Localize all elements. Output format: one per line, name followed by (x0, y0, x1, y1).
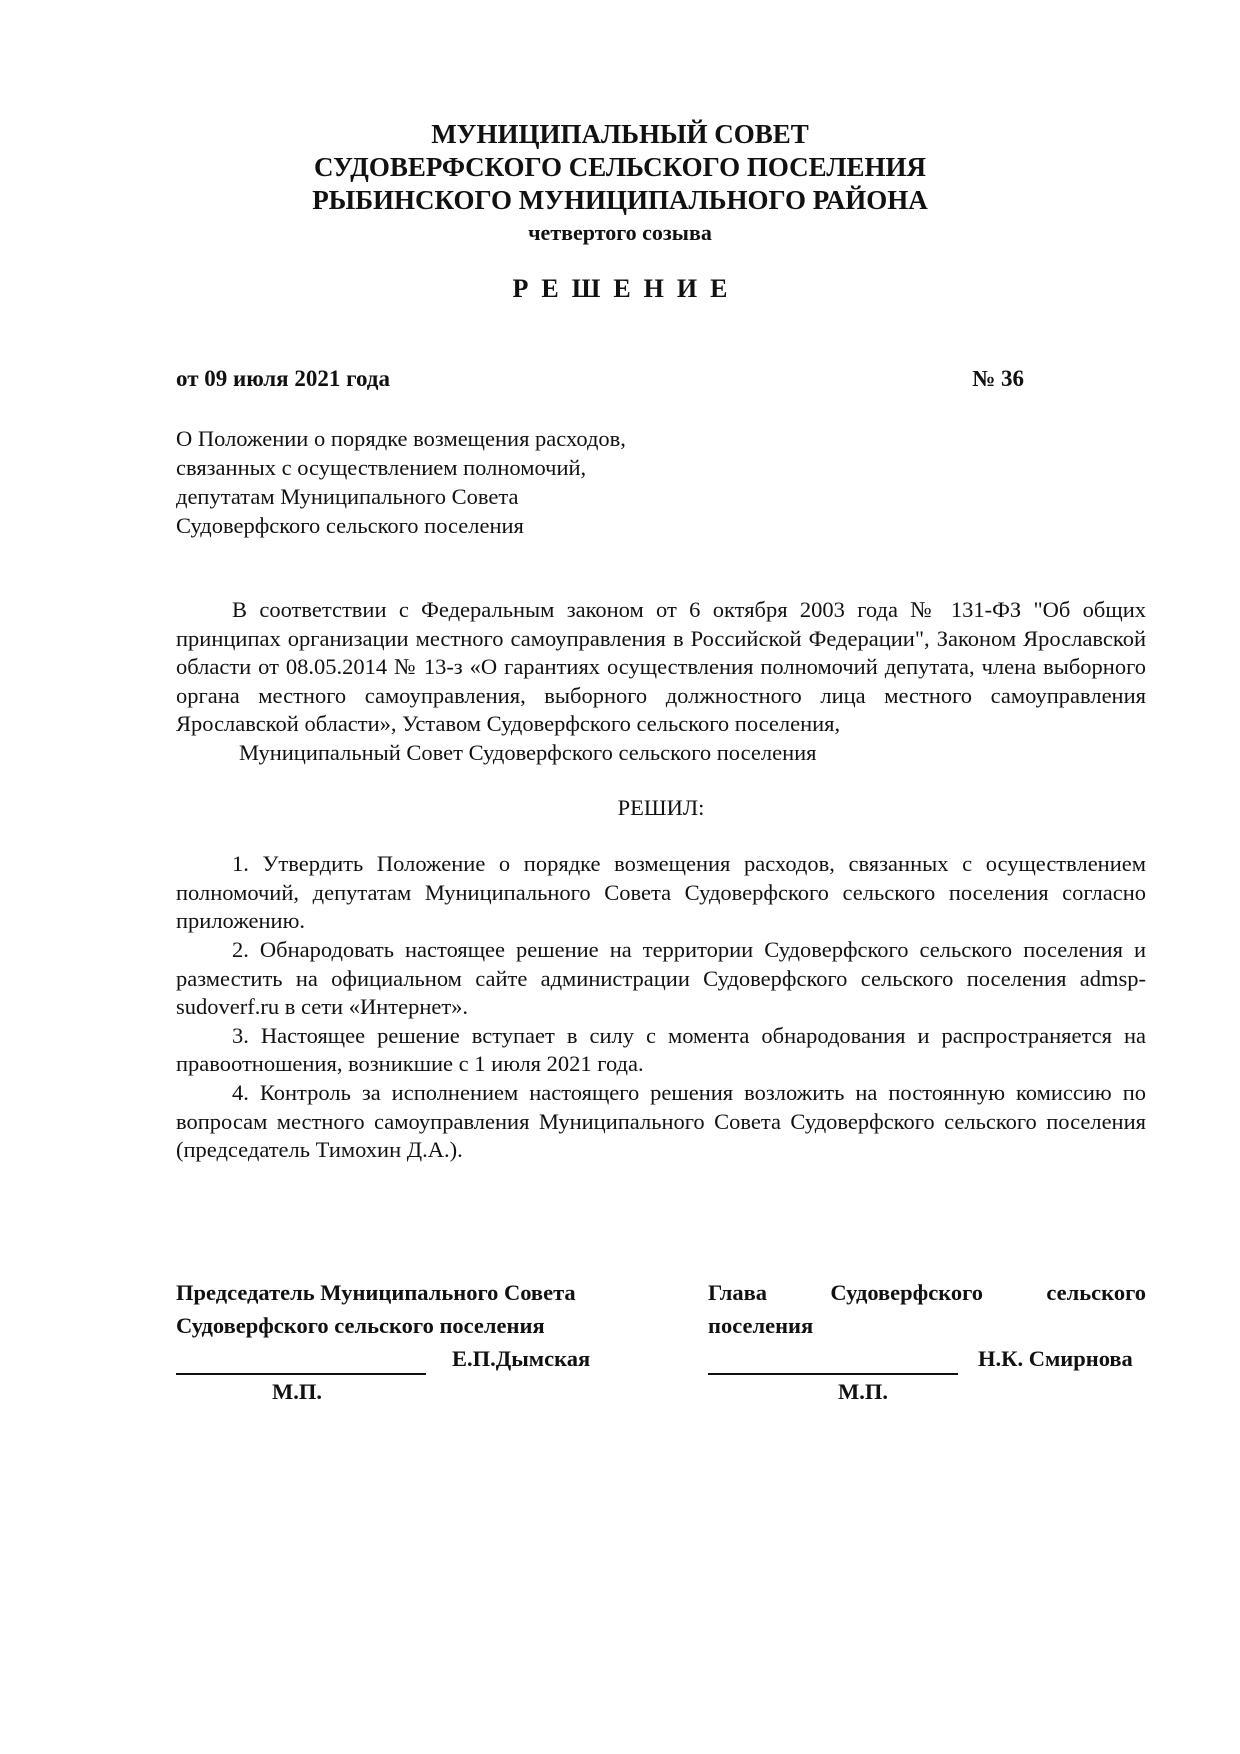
title-word: Судоверфского (830, 1280, 984, 1305)
signatory-title: Судоверфского сельского поселения (176, 1313, 545, 1338)
signature-block-head (708, 1276, 1146, 1408)
resolution-item-2: 2. Обнародовать настоящее решение на территории Судоверфского сельского поселения и разместить на официальном сайте администрации Судоверфского сельского поселения admsp-sudoverf.ru в сети «Интернет». (176, 936, 1146, 1020)
seal-place: М.П. (838, 1379, 888, 1404)
signatory-title (708, 1276, 1146, 1309)
preamble: В соответствии с Федеральным законом от 6 октября 2003 года № 131-ФЗ "Об общих принципах организации местного самоуправления в Российской Федерации", Законом Ярославской области от 08.05.2014 № 13-з «О гарантиях осуществления полномочий депутата, члена выборного органа местного самоуправления, выборного должностного лица местного самоуправления Ярославской области», Уставом Судоверфского сельского поселения, (176, 597, 1146, 737)
document-header (0, 118, 1240, 248)
document-type: РЕШЕНИЕ (512, 274, 741, 303)
signatory-name: Е.П.Дымская (452, 1346, 591, 1371)
resolution-item-3: 3. Настоящее решение вступает в силу с момента обнародования и распространяется на правоотношения, возникшие с 1 июля 2021 года. (176, 1022, 1146, 1077)
resolved-heading: РЕШИЛ: (617, 794, 705, 820)
signatory-title: Председатель Муниципального Совета (176, 1280, 576, 1305)
subject-line: Судоверфского сельского поселения (176, 513, 524, 538)
signature-line (708, 1351, 958, 1375)
seal-place: М.П. (272, 1379, 322, 1404)
convocation: четвертого созыва (528, 220, 712, 245)
header-line-2: СУДОВЕРФСКОГО СЕЛЬСКОГО ПОСЕЛЕНИЯ (314, 152, 926, 182)
council-line: Муниципальный Совет Судоверфского сельского поселения (239, 739, 817, 765)
title-word: Глава (708, 1280, 768, 1305)
signatory-title: поселения (708, 1313, 814, 1338)
title-word: сельского (1046, 1280, 1146, 1305)
decision-date: от 09 июля 2021 года (176, 366, 390, 391)
header-line-3: РЫБИНСКОГО МУНИЦИПАЛЬНОГО РАЙОНА (312, 185, 928, 215)
decision-number: № 36 (972, 366, 1024, 391)
subject-line: О Положении о порядке возмещения расходов, (176, 426, 626, 451)
resolution-item-1: 1. Утвердить Положение о порядке возмещения расходов, связанных с осуществлением полномочий, депутатам Муниципального Совета Судоверфского сельского поселения согласно приложению. (176, 851, 1146, 934)
signature-block-chairman (176, 1276, 636, 1408)
header-line-1: МУНИЦИПАЛЬНЫЙ СОВЕТ (431, 119, 809, 149)
resolution-item-4: 4. Контроль за исполнением настоящего решения возложить на постоянную комиссию по вопросам местного самоуправления Муниципального Совета Судоверфского сельского поселения (председатель Тимохин Д.А.). (176, 1079, 1146, 1163)
date-number-row (176, 364, 1024, 394)
subject-line: связанных с осуществлением полномочий, (176, 455, 587, 480)
decision-subject (176, 424, 776, 540)
signatory-name: Н.К. Смирнова (978, 1346, 1133, 1371)
subject-line: депутатам Муниципального Совета (176, 484, 519, 509)
signature-line (176, 1351, 426, 1375)
document-body (176, 596, 1146, 1165)
